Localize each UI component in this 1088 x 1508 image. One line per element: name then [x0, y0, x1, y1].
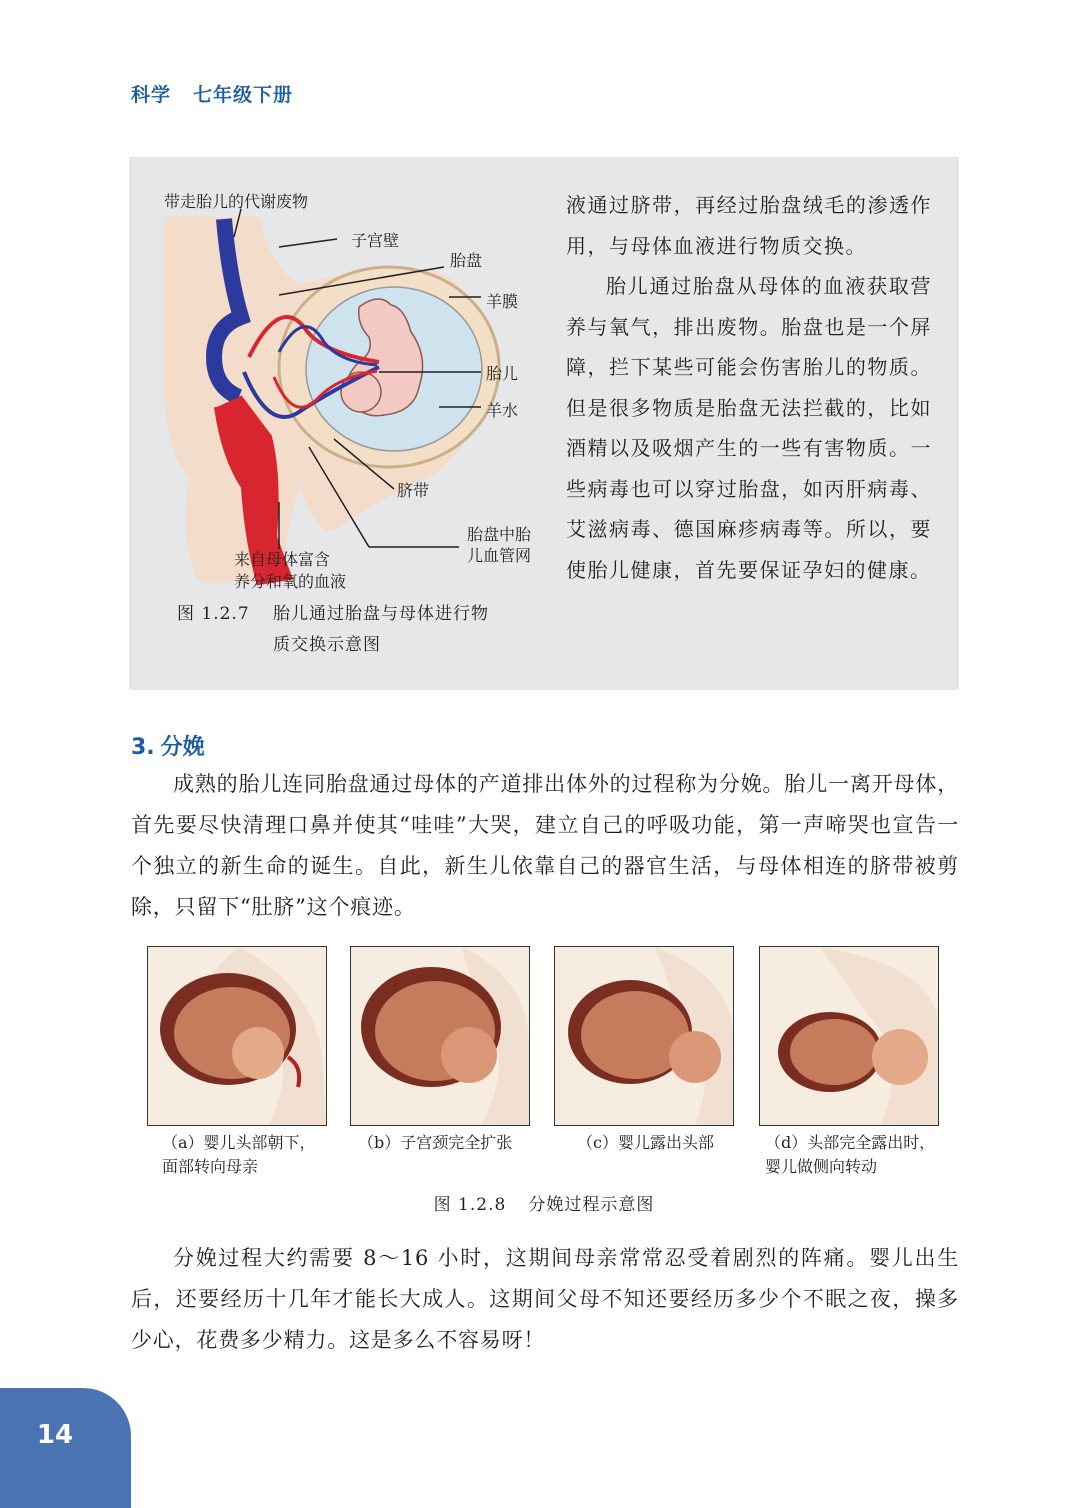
- side-text: [566, 185, 932, 590]
- figure-2-number: 图 1.2.8: [433, 1195, 507, 1215]
- section-number: 3.: [131, 735, 155, 760]
- after-paragraph: 分娩过程大约需要 8～16 小时，这期间母亲常常忍受着剧烈的阵痛。婴儿出生后，还要经历十几年才能长大成人。这期间父母不知还要经历多少个不眠之夜，操多少心，花费多少精力。这是多么不容易呀！: [131, 1246, 959, 1352]
- figure-1-caption-line1: 胎儿通过胎盘与母体进行物: [273, 604, 489, 624]
- stage-a-caption: [162, 1131, 316, 1179]
- birth-paragraph-block: [131, 764, 959, 928]
- stage-d-caption-line2: 婴儿做侧向转动: [765, 1157, 878, 1176]
- figure-1-number: 图 1.2.7: [177, 604, 250, 624]
- section-heading: [131, 730, 205, 761]
- label-maternal-blood-1: 来自母体富含: [234, 550, 331, 569]
- stage-d-image: [759, 946, 939, 1126]
- stage-a-caption-line1: （a）婴儿头部朝下，: [162, 1133, 316, 1152]
- stage-a-caption-line2: 面部转向母亲: [162, 1157, 259, 1176]
- figure-box: [129, 157, 959, 690]
- birth-paragraph: 成熟的胎儿连同胎盘通过母体的产道排出体外的过程称为分娩。胎儿一离开母体，首先要尽快清理口鼻并使其“哇哇”大哭，建立自己的呼吸功能，第一声啼哭也宣告一个独立的新生命的诞生。自此，新生儿依靠自己的器官生活，与母体相连的脐带被剪除，只留下“肚脐”这个痕迹。: [131, 772, 959, 919]
- after-paragraph-block: [131, 1238, 959, 1361]
- label-uterine-wall: 子宫壁: [351, 231, 400, 250]
- stage-b-image: [350, 946, 530, 1126]
- side-paragraph-2: 胎儿通过胎盘从母体的血液获取营养与氧气，排出废物。胎盘也是一个屏障，拦下某些可能会伤害胎儿的物质。但是很多物质是胎盘无法拦截的，比如酒精以及吸烟产生的一些有害物质。一些病毒也可以穿过胎盘，如丙肝病毒、艾滋病毒、德国麻疹病毒等。所以，要使胎儿健康，首先要保证孕妇的健康。: [566, 274, 932, 582]
- label-maternal-blood-2: 养分和氧的血液: [234, 572, 347, 591]
- section-title: 分娩: [160, 735, 205, 760]
- label-amnion: 羊膜: [486, 292, 519, 311]
- figure-1-caption-line2: 质交换示意图: [273, 635, 381, 655]
- header-grade: 七年级下册: [193, 84, 294, 106]
- label-waste: 带走胎儿的代谢废物: [164, 192, 309, 211]
- label-umbilical-cord: 脐带: [397, 481, 430, 500]
- figure-2-caption-text: 分娩过程示意图: [528, 1195, 655, 1215]
- side-paragraph-1: 液通过脐带，再经过胎盘绒毛的渗透作用，与母体血液进行物质交换。: [566, 193, 932, 258]
- label-amniotic-fluid: 羊水: [486, 401, 519, 420]
- running-header: [131, 80, 293, 107]
- birth-stages-figure: [147, 946, 947, 1126]
- label-fetal-vessels-1: 胎盘中胎: [467, 525, 532, 544]
- page-number: 14: [36, 1420, 74, 1450]
- figure-2-caption: [0, 1190, 1088, 1215]
- stage-d-caption-line1: （d）头部完全露出时，: [765, 1133, 936, 1152]
- stage-c-caption-line1: （c）婴儿露出头部: [577, 1133, 714, 1152]
- figure-1-caption: [177, 599, 489, 655]
- label-placenta: 胎盘: [450, 251, 483, 270]
- stage-b-caption: [358, 1131, 512, 1155]
- stage-c-image: [554, 946, 734, 1126]
- header-subject: 科学: [131, 84, 172, 106]
- stage-c-caption: [577, 1131, 714, 1155]
- label-fetus: 胎儿: [486, 364, 519, 383]
- label-fetal-vessels-2: 儿血管网: [467, 546, 532, 565]
- stage-d-caption: [765, 1131, 935, 1179]
- stage-a-image: [147, 946, 327, 1126]
- stage-b-caption-line1: （b）子宫颈完全扩张: [358, 1133, 513, 1152]
